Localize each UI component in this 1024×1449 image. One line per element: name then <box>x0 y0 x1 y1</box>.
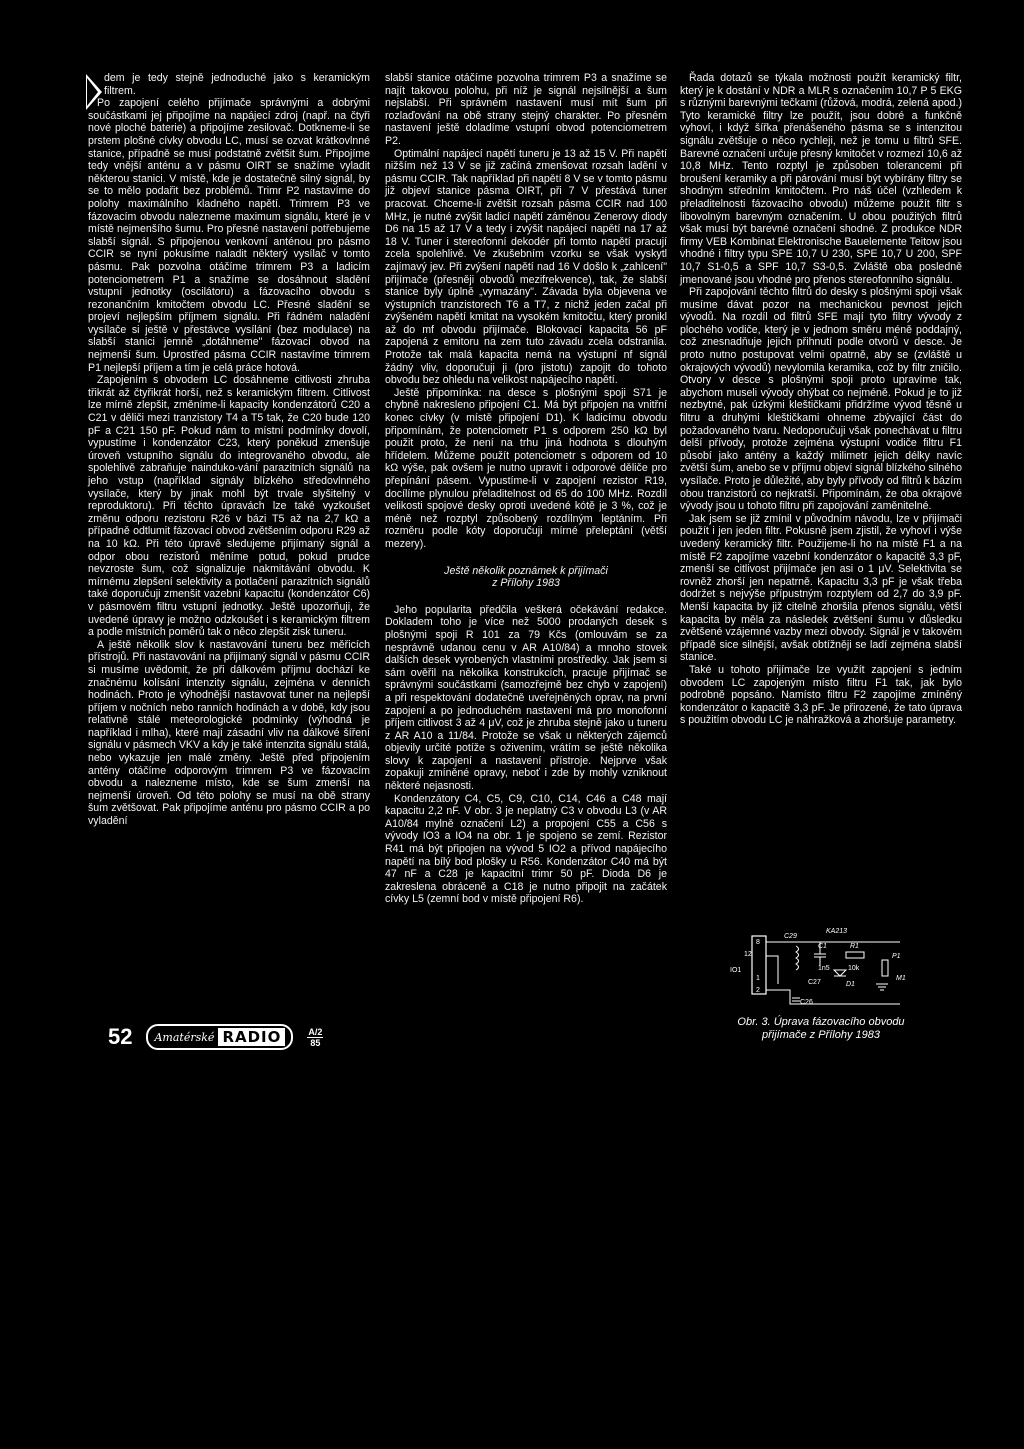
ground-symbol <box>876 984 888 990</box>
c29-label: C29 <box>784 933 797 940</box>
pin-1-label: 1 <box>756 975 760 982</box>
p1-label: P1 <box>892 953 901 960</box>
resistor-r1 <box>846 952 864 958</box>
paragraph: slabší stanice otáčíme pozvolna trimrem P3 a snažíme se najít takovou polohu, při níž je signál nejsilnější a šum nejslabší. Při správném nastavení musí mít šum při rozlaďování na obě strany stejný charakter. Po přesném nastavení ještě doladíme vstupní obvod potenciometrem P2. <box>385 72 667 147</box>
diode-d1 <box>834 970 846 976</box>
paragraph: Kondenzátory C4, C5, C9, C10, C14, C46 a C48 mají kapacitu 2,2 nF. V obr. 3 je neplatný C3 v obvodu L3 (v AR A10/84 mylně označení L2) a propojení C55 a C56 s vývody IO3 a IO4 na obr. 1 je spojeno se zemí. Rezistor R41 má být připojen na vývod 5 IO2 a přívod napájecího napětí na bílý bod plošky u R56. Kondenzátor C40 má být 47 nF a C28 je kapacitní trimr 50 pF. Dioda D6 je zakreslena obráceně a C18 je nutno připojit na začátek cívky L5 (zemní bod v místě připojení R6). <box>385 792 667 906</box>
logo-brand: RADIO <box>218 1028 285 1046</box>
text-column-2 <box>385 72 667 906</box>
wire-top <box>766 942 900 1004</box>
r1-label: R1 <box>850 943 859 950</box>
paragraph: Zapojením s obvodem LC dosáhneme citlivosti zhruba třikrát až čtyřikrát horší, než s keramickým filtrem. Citlivost lze mírně zlepšit, změníme-li kapacity kondenzátorů C20 a C21 v děliči mezi tranzistory T4 a T5 tak, že C20 bude 120 pF a C21 150 pF. Pokud nám to místní podmínky dovolí, vypustíme i kondenzátor C23, který poněkud zmenšuje úroveň vstupního signálu do integrovaného obvodu, ale spolehlivě zabraňuje nainduko-vání parazitních signálů na jeho vstup (například signály blízkého středovlnného vysílače, který by jinak mohl být trvale slyšitelný v reproduktoru). Při těchto úpravách lze také vyzkoušet změnu odporu rezistoru R26 v bázi T5 až na 2,7 kΩ a případně odtlumit fázovací obvod zvětšením odporu R29 až na 10 kΩ. Při této úpravě sledujeme přijímaný signál a odpor obou rezistorů měníme potud, pokud prudce nevzroste šum, což signalizuje nakmitávání obvodu. K mírnému zlepšení selektivity a potlačení parazitních signálů také doporučuji zmenšit vazební kapacitu (kondenzátor C6) v pásmovém filtru vstupní jednotky. Ještě upozorňuji, že uvedené úpravy je možno odzkoušet i s keramickým filtrem a podle místních poměrů tak o něco zlepšit zisk tuneru. <box>88 374 370 639</box>
paragraph: Řada dotazů se týkala možnosti použít keramický filtr, který je k dostání v NDR a MLR s označením 10,7 P 5 EKG s různými barevnými tečkami (růžová, modrá, zelená apod.) Tyto keramické filtry lze použít, jsou dobré a funkčně vyhoví, i když šířka přenášeného pásma se s intenzitou signálu zvětšuje o něco rychleji, než je tomu u filtrů SFE. Barevné označení určuje přesný kmitočet v rozmezí 10,6 až 10,8 MHz. Tento rozptyl je způsoben tolerancemi při broušení keramiky a při párování musí být vybírány filtry se shodným středním kmitočtem. Pro náš účel (vzhledem k přeladitelnosti fázovacího obvodu) můžeme použít filtr s libovolným barevným označením. U obou použitých filtrů však musí být barevné označení shodné. Z produkce NDR firmy VEB Kombinat Elektronische Bauelemente Teitow jsou vhodné i filtry typu SPE 10,7 U 230, SPE 10,7 U 200, SPF 10,7 S1-0,5 a SPF 10,7 S3-0,5. Zvláště oba posledně jmenované jsou vhodné pro přenos stereofonního signálu. <box>680 72 962 286</box>
pin-2-label: 2 <box>756 987 760 994</box>
io-label: IO1 <box>730 967 742 974</box>
paragraph: Jeho popularita předčila veškerá očekávání redakce. Dokladem toho je více než 5000 prodaných desek s plošnými spoji R 101 za 79 Kčs (omlouvám se za nesprávně udanou cenu v AR A10/84) a mnoho stovek dalších desek vyrobených vlastními prostředky. Jak jsem si sám ověřil na několika konstrukcích, pracuje přijímač se správnými součástkami (samozřejmě bez chyb v zapojení) a při respektování dodatečně uveřejněných oprav, na první zapojení a po jednoduchém nastavení má pro monofonní příjem citlivost 3 až 4 μV, což je zhruba stejně jako u tuneru z AR A10 a 11/84. Protože se však u některých zájemců objevily určité potíže s oživením, vrátím se ještě několika slovy k zapojení a nastavení přístroje. Nejprve však zopakuji zmíněné opravy, neboť i zde by mohly vzniknout některé nejasnosti. <box>385 603 667 793</box>
section-heading-line1: Ještě několik poznámek k přijímači <box>444 564 608 577</box>
c26-label: C26 <box>800 999 813 1006</box>
text-column-1 <box>88 72 370 828</box>
paragraph: Při zapojování těchto filtrů do desky s plošnými spoji však musíme dávat pozor na mechanickou pevnost jejich vývodů. Na rozdíl od filtrů SFE mají tyto filtry vývody z plochého vodiče, který je v jednom směru méně poddajný, což znesnadňuje jejich přihnutí podle otvorů v desce. Je proto nutno postupovat velmi opatrně, aby se (zvláště u okrajových vývodů) nevylomila keramika, což by filtr zničilo. Otvory v desce s plošnými spoji proto upravíme tak, abychom museli vývody ohýbat co nejméně. Pokud je to již nezbytné, pak úzkými kleštičkami přidržíme vývod těsně u filtru a druhými kleštičkami ohneme zbývající část do požadovaného tvaru. Nedoporučuji však ponechávat u filtru delší přívody, protože zejména výstupní vodiče filtru F1 působí jako antény a každý milimetr jejich délky navíc zvětší šum, anebo se v příjmu objeví signál blízkého silného vysílače. Proto je důležité, aby byly přívody od filtrů k bázím obou tranzistorů co nejkratší. Připomínám, že oba okrajové vývody jsou u tohoto filtru při zapojování zaměnitelné. <box>680 286 962 513</box>
logo-script: Amatérské <box>154 1030 215 1044</box>
pin-8-label: 8 <box>756 939 760 946</box>
paragraph: dem je tedy stejně jednoduché jako s keramickým filtrem. <box>104 72 370 97</box>
figure-caption-line1: Obr. 3. Úprava fázovacího obvodu <box>737 1016 905 1028</box>
paragraph: Také u tohoto přijímače lze využít zapojení s jedním obvodem LC zapojeným místo filtru F1 tak, jak bylo podrobně popsáno. Namísto filtru F2 zapojíme zmíněný kondenzátor o kapacitě 3,3 pF. Je přirozené, že tato úprava s použitím obvodu LC je náhražková a zhoršuje parametry. <box>680 663 962 727</box>
text-column-3 <box>680 72 962 727</box>
issue-top: A/2 <box>308 1026 323 1037</box>
paragraph: Ještě připomínka: na desce s plošnými spoji S71 je chybně nakresleno připojení C1. Má být připojen na vnitřní konec cívky (v místě připojení D1). K ladicímu obvodu připomínám, že potenciometr P1 s odporem 250 kΩ byl použit proto, že není na trhu jiná hodnota s dlouhým hřídelem. Můžeme použít potenciometr s odporem od 10 kΩ výše, pak ovšem je nutno upravit i odporové děliče pro přepínání pásem. Vypustíme-li v zapojení rezistor R19, docílíme plynulou přeladitelnost od 65 do 100 MHz. Rozdíl velikosti spojové desky oproti uvedené kótě je 3 %, což je méně než rozptyl způsobený rozdílným leptáním. Při rozměru podle kóty doporučuji mírné přeleptání (větší mezery). <box>385 386 667 550</box>
section-heading <box>385 565 667 590</box>
coil <box>796 946 799 970</box>
magazine-logo <box>146 1024 293 1050</box>
d1-label: D1 <box>846 981 855 988</box>
potentiometer-p1 <box>882 960 888 976</box>
circuit-diagram <box>700 924 940 1010</box>
pin-12-label: 12 <box>744 951 752 958</box>
issue-bottom: 85 <box>310 1037 321 1048</box>
page-footer <box>108 1021 378 1053</box>
c27-label: C27 <box>808 979 821 986</box>
capacitor-c26 <box>792 998 800 1001</box>
c1-label: C1 <box>818 943 827 950</box>
paragraph: Po zapojení celého přijímače správnými a dobrými součástkami jej připojíme na napájecí zdroj (např. na čtyři nové ploché baterie) a připojíme zesilovač. Dotkneme-li se prstem plošné cívky obvodu LC, musí se ozvat krátkovlnné stanice, případně se musí podstatně zvětšit šum. Připojíme tedy vnější anténu a v pásmu OIRT se snažíme vyladit některou stanici. V místě, kde je dostatečně silný signál, by se to mělo podařit bez problémů. Trimr P2 nastavíme do polohy maximálního kladného napětí. Trimrem P3 ve fázovacím obvodu nalezneme maximum signálu, které je v místě nejmenšího šumu. Pro přesné nastavení potřebujeme slabší signál. S připojenou venkovní anténou pro pásmo CCIR se nyní pokusíme naladit některý vysílač v tomto pásmu. Pak pozvolna otáčíme trimrem P3 a ladicím potenciometrem P1 a snažíme se dosáhnout sladění vstupní jednotky (oscilátoru) a fázovacího obvodu s rezonančním kmitočtem obvodu LC. Přesné sladění se projeví nejlepším příjmem signálu. Při řádném naladění vysílače si ještě v přestávce vysílání (bez modulace) na slabší stanici jemně „dotáhneme" fázovací obvod na nejmenší šum. Uprostřed pásma CCIR nastavíme trimrem P1 nejlepší příjem a tím je celá práce hotová. <box>88 97 370 374</box>
issue-number <box>307 1027 323 1048</box>
paragraph: Jak jsem se již zmínil v původním návodu, lze v přijímači použít i jen jeden filtr. Pokusně jsem zjistil, že vyhoví i výše uvedený keramický filtr. Použijeme-li ho na místě F1 a na místě F2 zapojíme vazební kondenzátor o kapacitě 3,3 pF, zmenší se citlivost přijímače jen asi o 1 μV. Selektivita se rovněž zhorší jen nepatrně. Kapacitu 3,3 pF je však třeba dodržet s nejvýše přípustným rozptylem od 2,7 do 3,9 pF. Menší kapacita by již citelně zhoršila přenos signálu, větší kapacita by měla za následek zvětšení šumu v důsledku zvětšené vzájemné vazby mezi obvody. Signál je v takovém případě sice silnější, avšak obtížněji se ladí zejména slabší stanice. <box>680 512 962 664</box>
m1-label: M1 <box>896 975 906 982</box>
page-number: 52 <box>108 1024 133 1049</box>
cap-1n5-label: 1n5 <box>818 965 830 972</box>
figure-caption-line2: přijímače z Přílohy 1983 <box>762 1029 880 1041</box>
resistor-value: 10k <box>848 965 860 972</box>
ic-label: KA213 <box>826 928 848 935</box>
paragraph: Optimální napájecí napětí tuneru je 13 až 15 V. Při napětí nižším než 13 V se již začíná zmenšovat rozsah ladění v pásmu CCIR. Tak například při napětí 8 V se v tomto pásmu již objeví stanice pásma OIRT, při 7 V přestává tuner pracovat. Chceme-li zvětšit rozsah pásma CCIR nad 100 MHz, je nutné zvýšit ladicí napětí záměnou Zenerovy diody D6 na 15 až 17 V a tedy i zvýšit napájecí napětí na 17 až 18 V. Tuner i stereofonní dekodér při tomto napětí pracují zcela spolehlivě. Ve zkušebním vzorku se však vyskytl zajímavý jev. Při zvýšení napětí nad 16 V došlo k „zahlcení" přijímače (přesněji obvodů mezifrekvence), tak, že slabší stanice byly úplně „vymazány". Závada byla objevena ve výstupních tranzistorech T6 a T7, z nichž jeden začal při zvýšeném napětí kmitat na vysokém kmitočtu, který pronikl až do mf obvodu přijímače. Blokovací kapacita 56 pF zapojená z emitoru na zem tuto závadu zcela odstranila. Protože tak malá kapacita nemá na výstupní nf signál žádný vliv, doporučuji ji (pro jistotu) zapojit do tohoto obvodu bez ohledu na velikost napájecího napětí. <box>385 147 667 387</box>
figure-caption <box>676 1016 966 1042</box>
paragraph: A ještě několik slov k nastavování tuneru bez měřicích přístrojů. Při nastavování na přijímaný signál v pásmu CCIR si musíme uvědomit, že při dálkovém příjmu dochází ke značnému kolísání intenzity signálu, zejména v denních hodinách. Proto je výhodnější nastavovat tuner na nejlepší příjem v nočních nebo ranních hodinách a v době, kdy jsou relativně stálé meteorologické podmínky (výhodná je například i mlha), které mají zásadní vliv na dálkové šíření signálu v pásmech VKV a kdy je také intenzita signálu stálá, nebo vykazuje jen malé změny. Ještě před připojením antény otáčíme odporovým trimrem P3 ve fázovacím obvodu a nalezneme místo, kde se šum zmenší na nejmenší úroveň. Od této polohy se musí na obě strany šum zvětšovat. Pak připojíme anténu pro pásmo CCIR a po vyladění <box>88 638 370 828</box>
section-heading-line2: z Přílohy 1983 <box>492 577 560 590</box>
